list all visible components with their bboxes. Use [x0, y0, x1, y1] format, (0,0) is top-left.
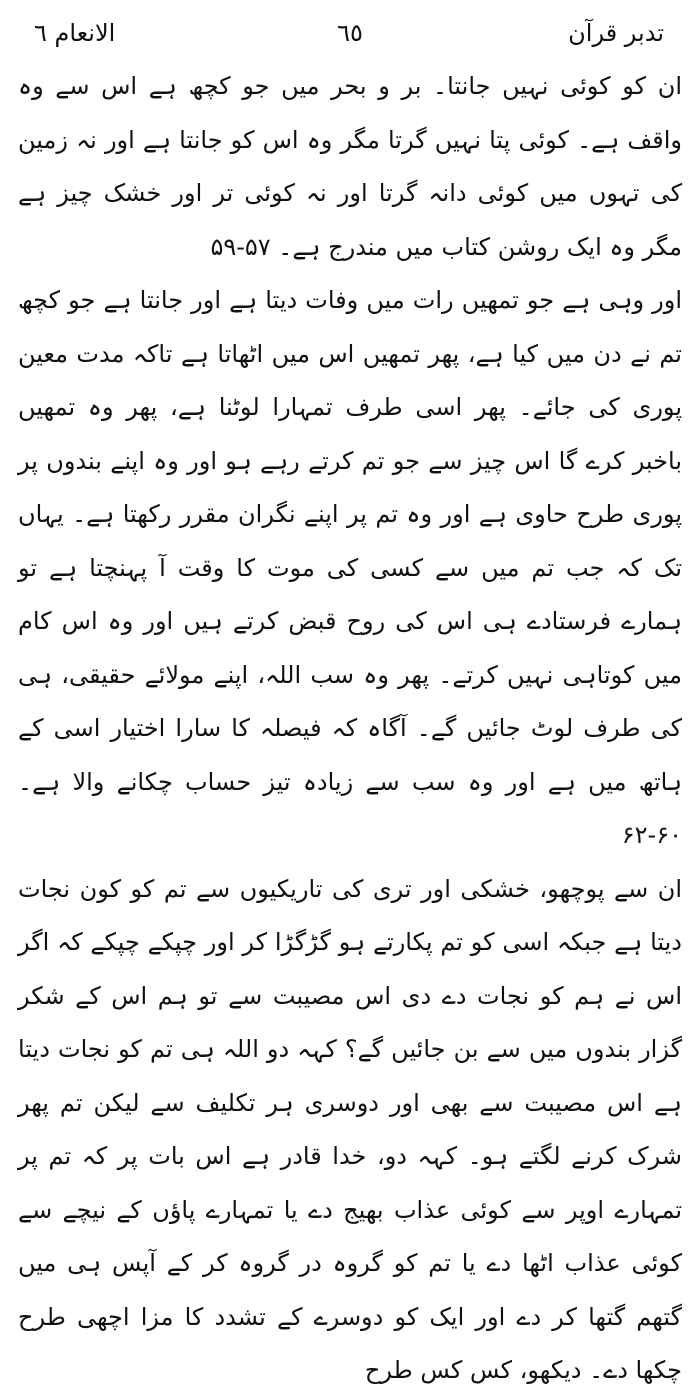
paragraph-verses-57-59: ان کو کوئی نہیں جانتا۔ بر و بحر میں جو کچھ ہے اس سے وہ واقف ہے۔ کوئی پتا نہیں گرتا مگر وہ اس کو جانتا ہے اور نہ زمین کی تہوں میں کوئی دانہ گرتا اور نہ کوئی تر اور خشک چیز ہے مگر وہ ایک روشن کتاب میں مندرج ہے۔ ۵۷-۵۹	[18, 72, 682, 261]
body-text	[16, 60, 684, 1398]
paragraph-verses-60-62: اور وہی ہے جو تمھیں رات میں وفات دیتا ہے اور جانتا ہے جو کچھ تم نے دن میں کیا ہے، پھر تمھیں اس میں اٹھاتا ہے تاکہ مدت معین پوری کی جائے۔ پھر اسی طرف تمہارا لوٹنا ہے، پھر وہ تمھیں باخبر کرے گا اس چیز سے جو تم کرتے رہے ہو اور وہ اپنے بندوں پر پوری طرح حاوی ہے اور وہ تم پر اپنے نگران مقرر رکھتا ہے۔ یہاں تک کہ جب تم میں سے کسی کی موت کا وقت آ پہنچتا ہے تو ہمارے فرستادے ہی اس کی روح قبض کرتے ہیں اور وہ اس کام میں کوتاہی نہیں کرتے۔ پھر وہ سب اللہ، اپنے مولائے حقیقی، ہی کی طرف لوٹ جائیں گے۔ آگاہ کہ فیصلہ کا سارا اختیار اسی کے ہاتھ میں ہے اور وہ سب سے زیادہ تیز حساب چکانے والا ہے۔ ۶۰-۶۲	[18, 286, 682, 849]
surah-name: الانعام ٦	[34, 19, 116, 47]
book-title: تدبر قرآن	[568, 19, 664, 47]
page-number: ٦٥	[337, 19, 363, 47]
paragraph-verses-63-65: ان سے پوچھو، خشکی اور تری کی تاریکیوں سے تم کو کون نجات دیتا ہے جبکہ اسی کو تم پکارتے ہو گڑگڑا کر اور چپکے چپکے کہ اگر اس نے ہم کو نجات دے دی اس مصیبت سے تو ہم اس کے شکر گزار بندوں میں سے بن جائیں گے؟ کہہ دو اللہ ہی تم کو نجات دیتا ہے اس مصیبت سے بھی اور دوسری ہر تکلیف سے لیکن تم پھر شرک کرنے لگتے ہو۔ کہہ دو، خدا قادر ہے اس بات پر کہ تم پر تمہارے اوپر سے کوئی عذاب بھیج دے یا تمہارے پاؤں کے نیچے سے کوئی عذاب اٹھا دے یا تم کو گروہ در گروہ کر کے آپس ہی میں گتھم گتھا کر دے اور ایک کو دوسرے کے تشدد کا مزا اچھی طرح چکھا دے۔ دیکھو، کس کس طرح	[18, 874, 682, 1384]
page-header	[16, 8, 684, 60]
